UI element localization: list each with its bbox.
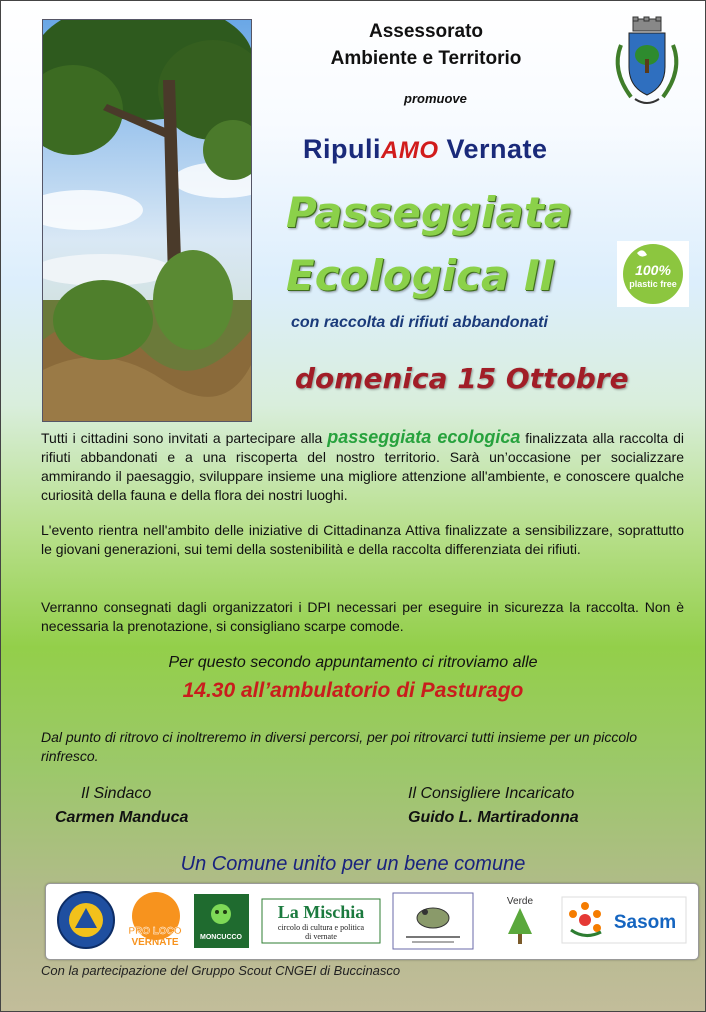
councillor-role: Il Consigliere Incaricato	[408, 785, 575, 802]
campaign-part2: AMO	[381, 137, 439, 164]
promuove-text: promuove	[404, 91, 467, 106]
campaign-name	[303, 134, 548, 165]
councillor-name: Guido L. Martiradonna	[408, 809, 579, 826]
event-subtitle: con raccolta di rifiuti abbandonati	[291, 314, 548, 331]
slogan: Un Comune unito per un bene comune	[180, 853, 526, 875]
verde-label: Verde	[506, 896, 534, 907]
mischia-subtitle1: circolo di cultura e politica	[277, 923, 365, 932]
moncucco-logo	[194, 894, 249, 948]
proloco-line1: PRO LOCO	[128, 926, 182, 937]
event-date: domenica 15 Ottobre	[295, 362, 629, 395]
header-assessorato: Assessorato	[368, 21, 484, 42]
campaign-part1: Ripuli	[303, 134, 381, 164]
paragraph-invitation	[41, 428, 684, 505]
meeting-intro: Per questo secondo appuntamento ci ritroviamo alle	[168, 654, 538, 671]
sponsor-logos-strip	[45, 883, 699, 960]
oasi-naturale-logo-icon	[392, 892, 474, 950]
paragraph-context: L'evento rientra nell'ambito delle iniziative di Cittadinanza Attiva finalizzate a sensibilizzare, soprattutto le giovani generazioni, sui temi della sostenibilità e della raccolta differenziata dei rifiuti.	[41, 522, 684, 557]
sasom-label: Sasom	[613, 912, 677, 933]
mayor-name: Carmen Manduca	[55, 809, 189, 826]
header-department: Ambiente e Territorio	[330, 48, 522, 69]
mischia-title: La Mischia	[277, 902, 365, 922]
pro-loco-logo	[126, 890, 184, 950]
paragraph-equipment: Verranno consegnati dagli organizzatori i DPI necessari per eseguire in sicurezza la raccolta. Non è necessaria la prenotazione, si consigliano scarpe comode.	[41, 599, 684, 634]
meeting-details: Dal punto di ritrovo ci inoltreremo in diversi percorsi, per poi ritrovarci tutti insieme per un piccolo rinfresco.	[41, 729, 638, 764]
protezione-civile-logo-icon	[56, 890, 116, 950]
event-title-line2: Ecologica II	[286, 251, 556, 300]
mischia-subtitle2: di vernate	[305, 932, 337, 941]
moncucco-label: MONCUCCO	[200, 934, 242, 941]
tree-photo	[42, 19, 252, 422]
plastic-free-badge	[617, 241, 689, 307]
highlight-passeggiata: passeggiata ecologica	[327, 427, 521, 447]
paragraph-invitation-end: finalizzata alla raccolta di rifiuti abbandonati e a una riscoperta del nostro territorio. Sarà un’occasione per socializzare ammirando il paesaggio, sviluppare insieme una migliore attenzione all'ambiente, e conoscere qualche curiosità della fauna e della flora dei nostri luoghi.	[41, 430, 684, 503]
municipal-crest-icon	[605, 15, 689, 111]
proloco-line2: VERNATE	[131, 937, 179, 948]
badge-percent: 100%	[635, 262, 671, 278]
paragraph-invitation-start: Tutti i cittadini sono invitati a partecipare alla	[41, 430, 328, 446]
meeting-place: 14.30 all’ambulatorio di Pasturago	[182, 679, 524, 702]
event-title-line1: Passeggiata	[286, 188, 573, 237]
la-mischia-logo	[261, 898, 381, 944]
verde-vernate-logo	[492, 890, 548, 950]
badge-label: plastic free	[629, 279, 677, 289]
mayor-role: Il Sindaco	[81, 785, 152, 802]
campaign-part3: Vernate	[438, 134, 548, 164]
footer-participation: Con la partecipazione del Gruppo Scout CNGEI di Buccinasco	[41, 963, 401, 978]
sasom-logo	[561, 896, 687, 944]
